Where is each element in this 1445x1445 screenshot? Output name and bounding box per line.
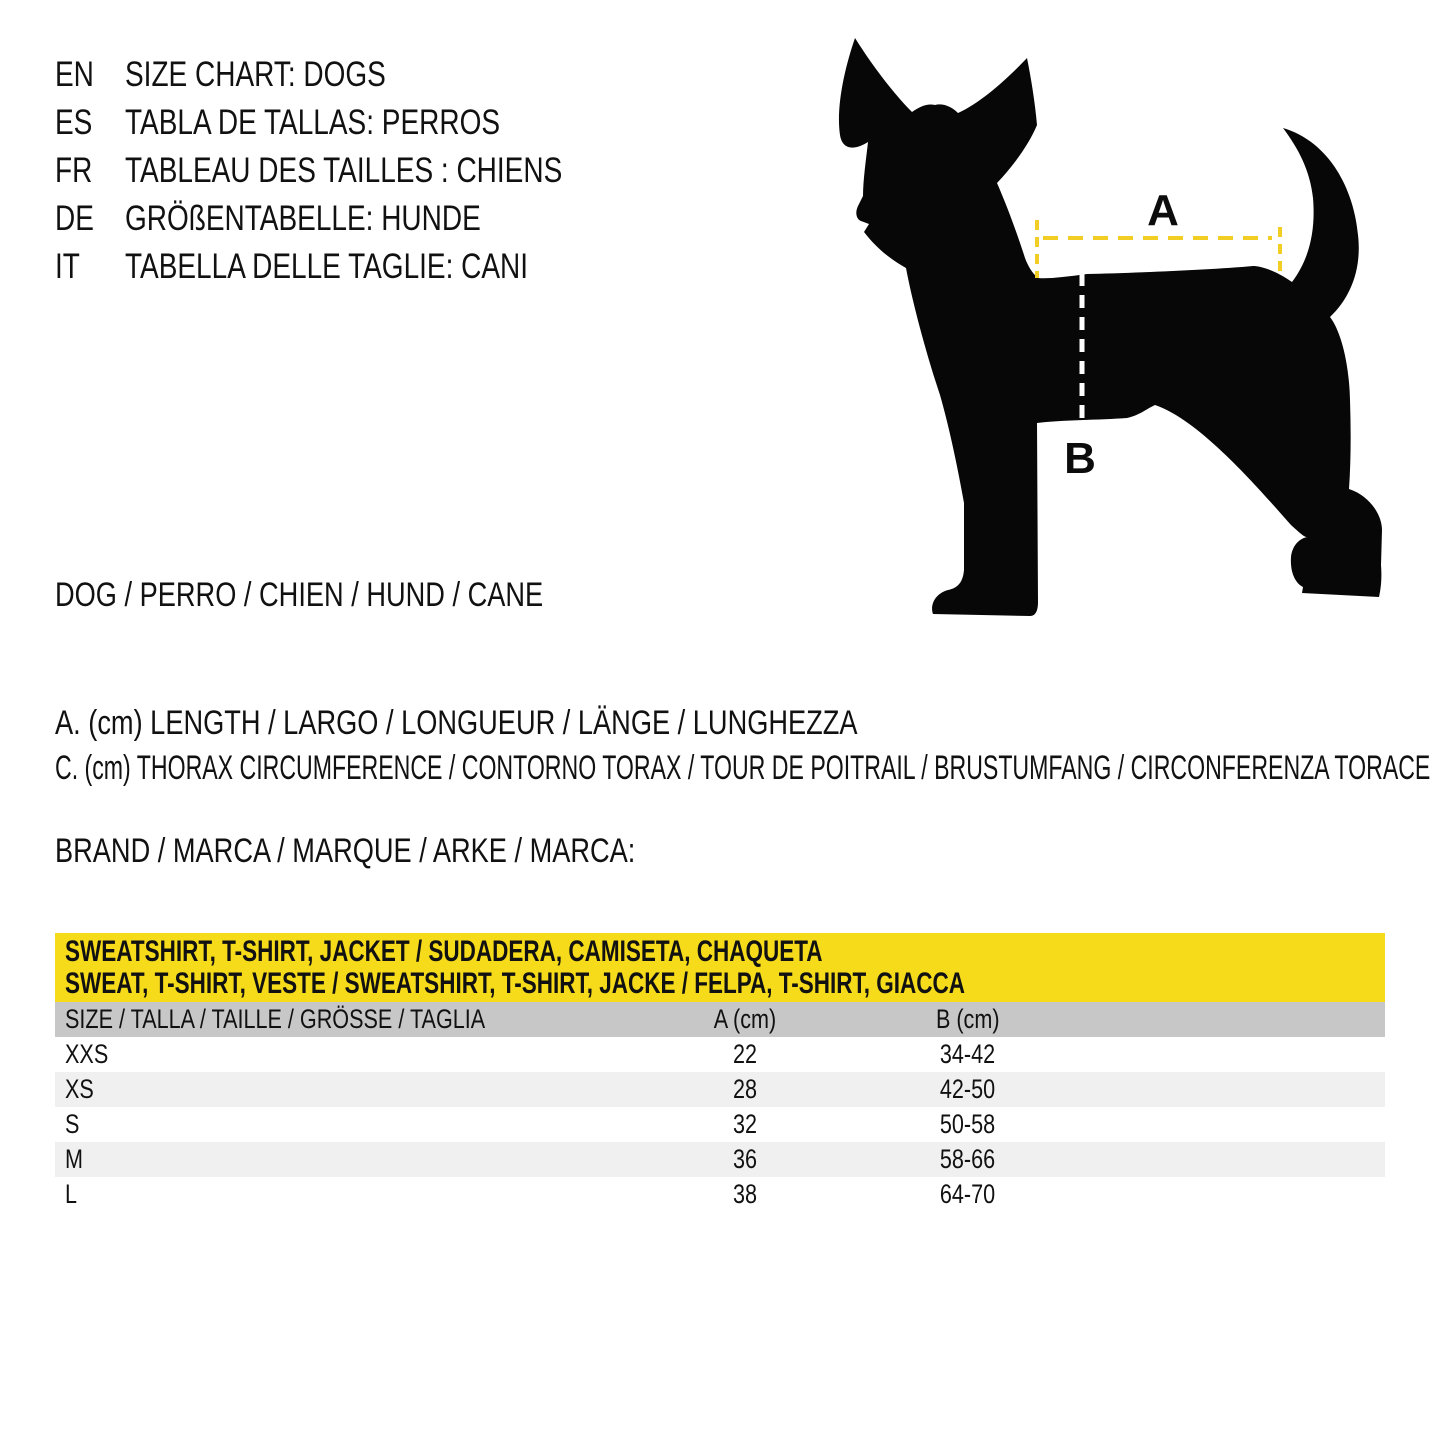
col-header-b: B (cm) (936, 1004, 1000, 1034)
cell-size: S (65, 1109, 80, 1139)
title-row-de (55, 195, 672, 243)
col-header-size: SIZE / TALLA / TAILLE / GRÖSSE / TAGLIA (65, 1004, 486, 1034)
table-title-line1 (65, 936, 1385, 968)
cell-b: 42-50 (940, 1074, 996, 1104)
cell-size: XXS (65, 1039, 109, 1069)
cell-a: 38 (732, 1179, 758, 1209)
animal-caption (55, 578, 665, 613)
legend-line-a (55, 706, 1058, 741)
cell-size: M (65, 1144, 83, 1174)
cell-b: 34-42 (940, 1039, 996, 1069)
table-row (55, 1107, 1385, 1142)
cell-b: 64-70 (940, 1179, 996, 1209)
table-title-band (55, 933, 1385, 1002)
marker-a-label: A (1147, 186, 1179, 235)
brand-caption-text: BRAND / MARCA / MARQUE / ARKE / MARCA: (55, 832, 636, 870)
legend-line-c (55, 751, 1445, 786)
table-row (55, 1072, 1385, 1107)
dog-silhouette (839, 38, 1382, 616)
cell-a: 36 (732, 1144, 758, 1174)
table-title-line2 (65, 968, 1385, 1000)
cell-b: 58-66 (940, 1144, 996, 1174)
col-header-a: A (cm) (713, 1004, 777, 1034)
size-table (55, 933, 1385, 1212)
table-row (55, 1142, 1385, 1177)
page-title: SIZE CHART: DOGS (125, 55, 386, 94)
dog-measurement-diagram (830, 30, 1420, 660)
lang-code: ES (55, 103, 93, 142)
page-title: TABLA DE TALLAS: PERROS (125, 103, 501, 142)
cell-size: XS (65, 1074, 94, 1104)
title-row-fr (55, 147, 672, 195)
lang-code: EN (55, 55, 94, 94)
table-row (55, 1177, 1385, 1212)
cell-a: 28 (732, 1074, 758, 1104)
cell-a: 22 (732, 1039, 758, 1069)
page-title: TABELLA DELLE TAGLIE: CANI (125, 247, 529, 286)
title-row-en (55, 51, 672, 99)
lang-code: DE (55, 199, 94, 238)
table-header-row (55, 1002, 1385, 1037)
table-title-line2-text: SWEAT, T-SHIRT, VESTE / SWEATSHIRT, T-SHIRT, JACKE / FELPA, T-SHIRT, GIACCA (65, 967, 966, 1000)
lang-code: IT (55, 247, 80, 286)
cell-b: 50-58 (940, 1109, 996, 1139)
brand-caption (55, 834, 780, 869)
title-row-it (55, 243, 672, 291)
language-title-block (55, 51, 672, 291)
animal-caption-text: DOG / PERRO / CHIEN / HUND / CANE (55, 576, 544, 614)
cell-a: 32 (732, 1109, 758, 1139)
page-title: TABLEAU DES TAILLES : CHIENS (125, 151, 563, 190)
page-title: GRÖßENTABELLE: HUNDE (125, 199, 481, 238)
table-row (55, 1037, 1385, 1072)
legend-line-a-text: A. (cm) LENGTH / LARGO / LONGUEUR / LÄNGE / LUNGHEZZA (55, 704, 858, 742)
cell-size: L (65, 1179, 78, 1209)
table-title-line1-text: SWEATSHIRT, T-SHIRT, JACKET / SUDADERA, CAMISETA, CHAQUETA (65, 935, 823, 968)
title-row-es (55, 99, 672, 147)
dog-diagram-svg (830, 30, 1420, 660)
lang-code: FR (55, 151, 93, 190)
marker-b-label: B (1064, 434, 1096, 483)
legend-line-c-text: C. (cm) THORAX CIRCUMFERENCE / CONTORNO TORAX / TOUR DE POITRAIL / BRUSTUMFANG / CIRCONFERENZA TORACE (55, 749, 1431, 787)
